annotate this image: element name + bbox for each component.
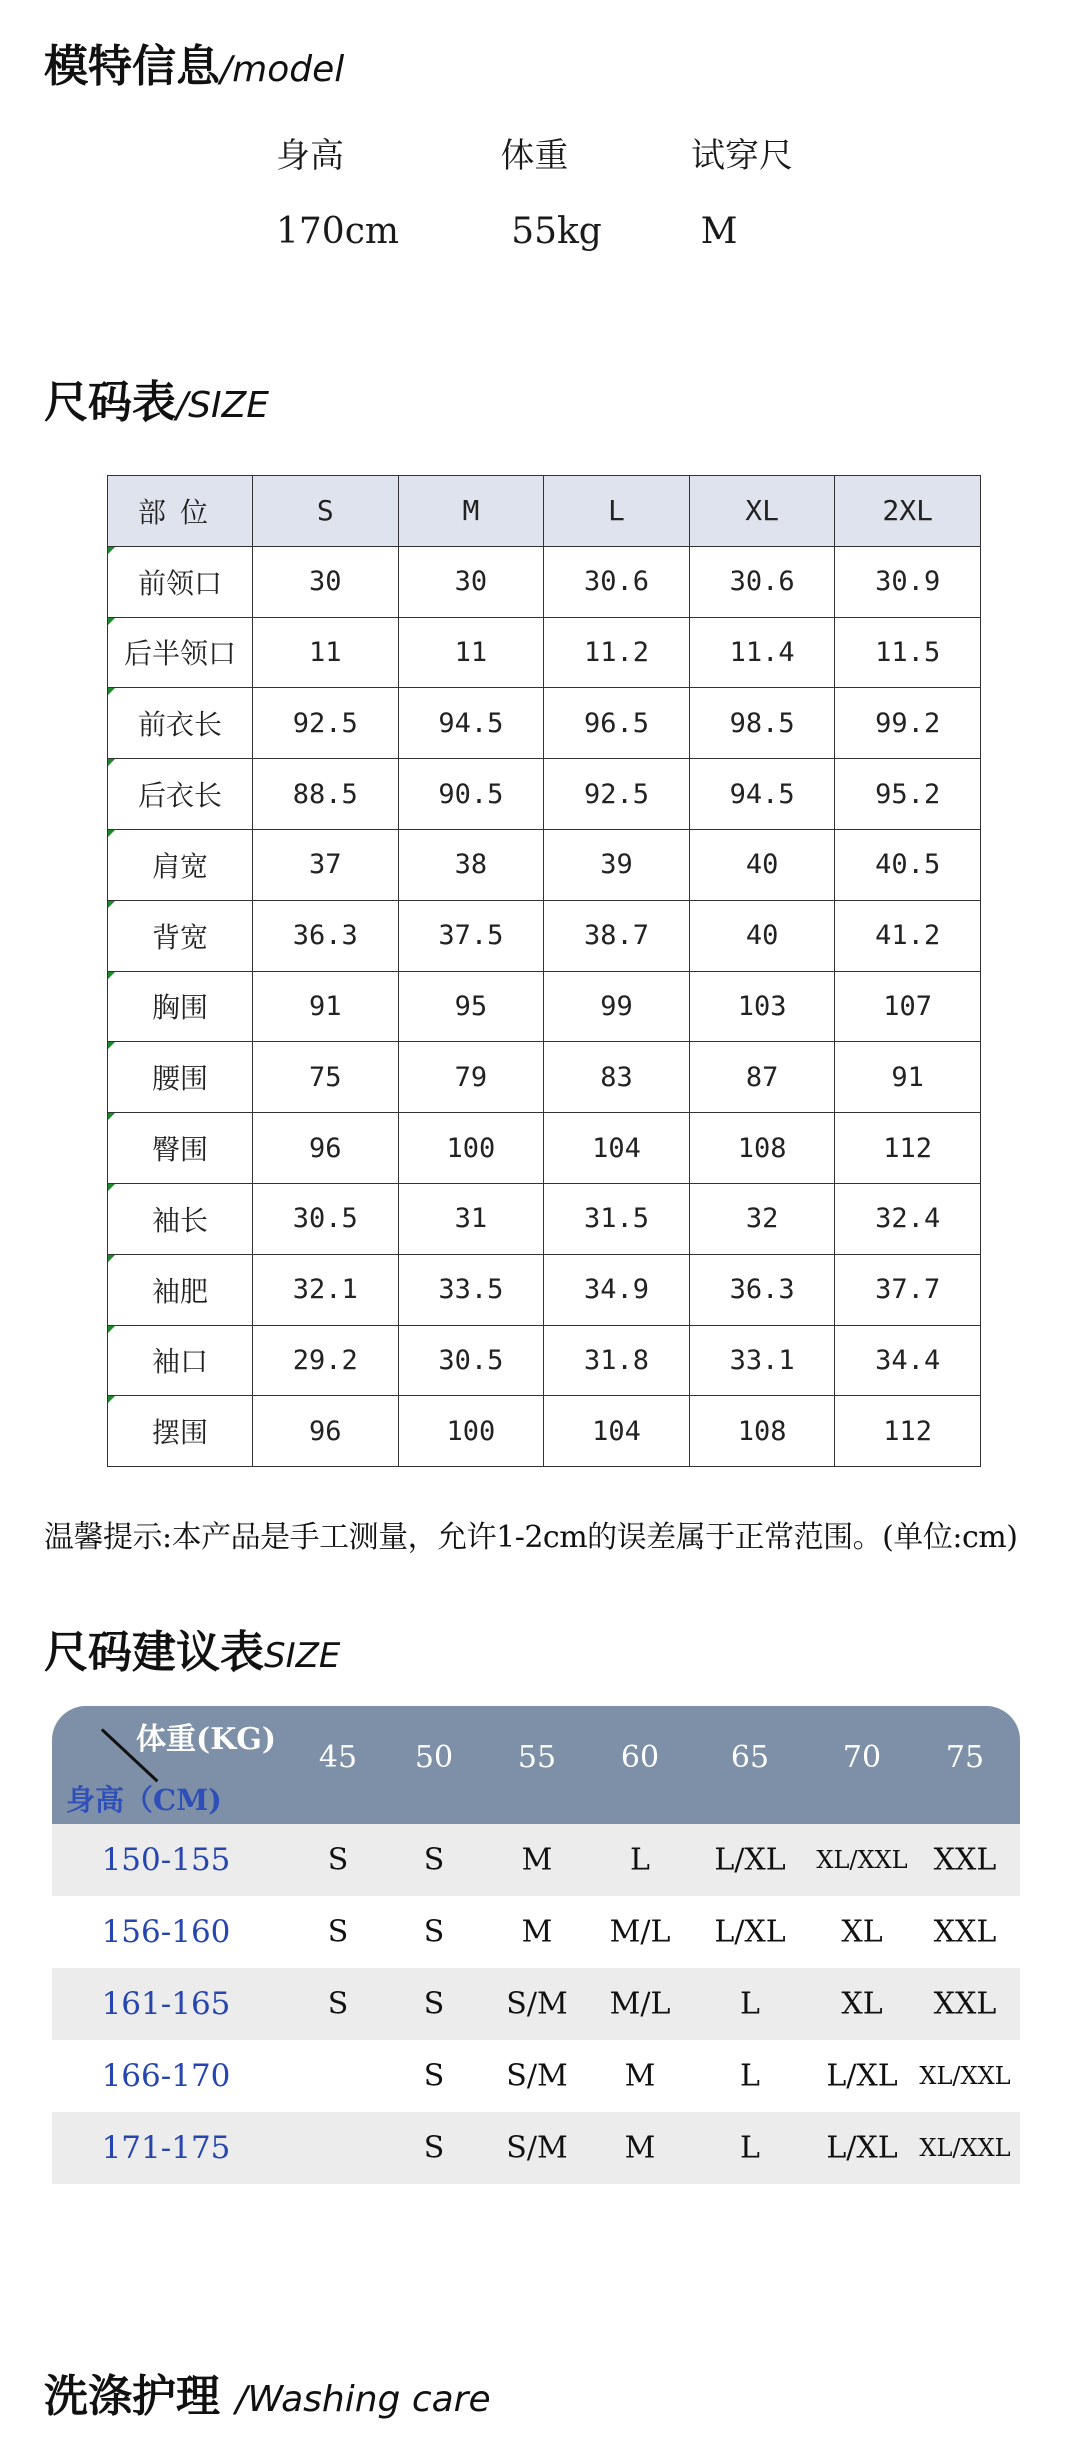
size-note: 温馨提示:本产品是手工测量，允许1-2cm的误差属于正常范围。(单位:cm) <box>44 1520 1018 1555</box>
part-name-cell: 袖肥 <box>108 1254 253 1325</box>
measurement-cell: 95.2 <box>835 759 981 830</box>
size-suggestion: XL <box>841 1914 883 1950</box>
measurement-cell: 99.2 <box>835 688 981 759</box>
measurement-cell: 32.1 <box>253 1254 399 1325</box>
washing-title-cn: 洗涤护理 <box>44 2371 220 2422</box>
height-range: 161-165 <box>101 1986 231 2022</box>
recommend-row <box>52 1824 1020 1896</box>
size-suggestion: L/XL <box>714 1914 786 1950</box>
size-suggestion: XL <box>841 1986 883 2022</box>
measurement-cell: 34.4 <box>835 1325 981 1396</box>
size-suggestion: S <box>327 1914 349 1950</box>
size-table-row <box>108 688 981 759</box>
height-range: 150-155 <box>101 1842 231 1878</box>
size-table-row <box>108 617 981 688</box>
size-suggestion: M <box>624 2058 656 2094</box>
header-cell: M <box>398 476 544 547</box>
part-name-cell: 腰围 <box>108 1042 253 1113</box>
washing-section-title <box>44 2360 491 2424</box>
size-suggestion: XL/XXL <box>919 2134 1011 2162</box>
size-suggestion: M <box>521 1914 553 1950</box>
measurement-cell: 38.7 <box>544 900 690 971</box>
weight-col: 45 <box>318 1740 358 1775</box>
model-value-row <box>270 211 830 252</box>
measurement-cell: 91 <box>253 971 399 1042</box>
measurement-cell: 30 <box>398 546 544 617</box>
size-table-row <box>108 759 981 830</box>
measurement-cell: 37 <box>253 829 399 900</box>
measurement-cell: 112 <box>835 1113 981 1184</box>
measurement-cell: 36.3 <box>253 900 399 971</box>
size-suggestion: S <box>423 2058 445 2094</box>
measurement-cell: 33.5 <box>398 1254 544 1325</box>
measurement-cell: 11.4 <box>689 617 835 688</box>
measurement-cell: 79 <box>398 1042 544 1113</box>
measurement-cell: 112 <box>835 1396 981 1467</box>
model-header-weight: 体重 <box>500 136 569 176</box>
measurement-cell: 33.1 <box>689 1325 835 1396</box>
recommend-section-title <box>44 1616 340 1680</box>
measurement-cell: 32 <box>689 1183 835 1254</box>
model-info <box>270 128 830 252</box>
measurement-cell: 40 <box>689 829 835 900</box>
measurement-cell: 96 <box>253 1113 399 1184</box>
size-suggestion: L/XL <box>826 2058 898 2094</box>
size-suggestion: M/L <box>609 1986 671 2022</box>
washing-title-en: /Washing care <box>235 2379 491 2420</box>
model-section-title <box>44 30 344 94</box>
part-name-cell: 前衣长 <box>108 688 253 759</box>
size-suggestion: S/M <box>506 2058 568 2094</box>
size-table <box>107 475 981 1467</box>
measurement-cell: 94.5 <box>398 688 544 759</box>
measurement-cell: 107 <box>835 971 981 1042</box>
size-suggestion: S <box>327 1986 349 2022</box>
part-name-cell: 肩宽 <box>108 829 253 900</box>
size-suggestion: S/M <box>506 2130 568 2166</box>
header-cell: XL <box>689 476 835 547</box>
size-suggestion: S/M <box>506 1986 568 2022</box>
size-suggestion: L <box>740 2130 760 2166</box>
part-name-cell: 袖长 <box>108 1183 253 1254</box>
measurement-cell: 104 <box>544 1113 690 1184</box>
model-value-weight: 55kg <box>511 211 602 252</box>
header-cell: L <box>544 476 690 547</box>
measurement-cell: 29.2 <box>253 1325 399 1396</box>
height-range: 156-160 <box>101 1914 231 1950</box>
size-suggestion: M <box>624 2130 656 2166</box>
part-name-cell: 臀围 <box>108 1113 253 1184</box>
size-suggestion: L/XL <box>826 2130 898 2166</box>
size-suggestion: M/L <box>609 1914 671 1950</box>
measurement-cell: 100 <box>398 1113 544 1184</box>
size-table-row <box>108 1325 981 1396</box>
measurement-cell: 30.5 <box>398 1325 544 1396</box>
measurement-cell: 31 <box>398 1183 544 1254</box>
size-table-header <box>108 476 981 547</box>
measurement-cell: 11 <box>253 617 399 688</box>
measurement-cell: 83 <box>544 1042 690 1113</box>
header-cell: 部位 <box>108 476 253 547</box>
size-title-cn: 尺码表 <box>44 377 176 428</box>
measurement-cell: 31.8 <box>544 1325 690 1396</box>
weight-col: 60 <box>620 1740 660 1775</box>
height-range: 171-175 <box>101 2130 231 2166</box>
size-suggestion: L/XL <box>714 1842 786 1878</box>
weight-col: 50 <box>414 1740 454 1775</box>
measurement-cell: 90.5 <box>398 759 544 830</box>
measurement-cell: 92.5 <box>544 759 690 830</box>
size-table-row <box>108 1183 981 1254</box>
recommend-row <box>52 2112 1020 2184</box>
weight-col: 75 <box>945 1740 985 1775</box>
part-name-cell: 袖口 <box>108 1325 253 1396</box>
recommend-row <box>52 2040 1020 2112</box>
measurement-cell: 37.7 <box>835 1254 981 1325</box>
measurement-cell: 11.2 <box>544 617 690 688</box>
model-header-row <box>270 128 830 177</box>
measurement-cell: 39 <box>544 829 690 900</box>
measurement-cell: 40 <box>689 900 835 971</box>
size-table-row <box>108 900 981 971</box>
measurement-cell: 95 <box>398 971 544 1042</box>
size-table-row <box>108 971 981 1042</box>
measurement-cell: 30.9 <box>835 546 981 617</box>
size-suggestion: XL/XXL <box>919 2062 1011 2090</box>
measurement-cell: 36.3 <box>689 1254 835 1325</box>
measurement-cell: 31.5 <box>544 1183 690 1254</box>
size-table-row <box>108 1254 981 1325</box>
measurement-cell: 38 <box>398 829 544 900</box>
size-table-row <box>108 546 981 617</box>
size-suggestion: M <box>521 1842 553 1878</box>
size-suggestion: XXL <box>933 1842 997 1878</box>
measurement-cell: 75 <box>253 1042 399 1113</box>
header-cell: 2XL <box>835 476 981 547</box>
size-suggestion: L <box>740 1986 760 2022</box>
recommend-body <box>52 1824 1020 2184</box>
measurement-cell: 30.6 <box>544 546 690 617</box>
size-table-row <box>108 1042 981 1113</box>
recommend-title-cn: 尺码建议表 <box>44 1627 264 1678</box>
measurement-cell: 88.5 <box>253 759 399 830</box>
recommend-header <box>52 1706 1020 1824</box>
size-suggestion: S <box>327 1842 349 1878</box>
model-value-height: 170cm <box>276 211 400 252</box>
measurement-cell: 30 <box>253 546 399 617</box>
measurement-cell: 30.5 <box>253 1183 399 1254</box>
size-table-row <box>108 1113 981 1184</box>
size-suggestion: L <box>740 2058 760 2094</box>
measurement-cell: 32.4 <box>835 1183 981 1254</box>
size-suggestion: L <box>630 1842 650 1878</box>
size-suggestion: S <box>423 2130 445 2166</box>
measurement-cell: 40.5 <box>835 829 981 900</box>
measurement-cell: 91 <box>835 1042 981 1113</box>
size-suggestion: XXL <box>933 1914 997 1950</box>
part-name-cell: 前领口 <box>108 546 253 617</box>
size-table-row <box>108 829 981 900</box>
part-name-cell: 摆围 <box>108 1396 253 1467</box>
measurement-cell: 11 <box>398 617 544 688</box>
measurement-cell: 108 <box>689 1113 835 1184</box>
measurement-cell: 92.5 <box>253 688 399 759</box>
size-suggestion: XXL <box>933 1986 997 2022</box>
measurement-cell: 100 <box>398 1396 544 1467</box>
header-cell: S <box>253 476 399 547</box>
recommend-row <box>52 1968 1020 2040</box>
measurement-cell: 11.5 <box>835 617 981 688</box>
size-suggestion: S <box>423 1914 445 1950</box>
size-table-row <box>108 1396 981 1467</box>
model-title-en: /model <box>220 49 345 90</box>
model-header-height: 身高 <box>276 136 344 176</box>
height-range: 166-170 <box>101 2058 231 2094</box>
size-suggestion: S <box>423 1986 445 2022</box>
model-value-size: M <box>700 211 738 252</box>
measurement-cell: 37.5 <box>398 900 544 971</box>
measurement-cell: 30.6 <box>689 546 835 617</box>
measurement-cell: 108 <box>689 1396 835 1467</box>
size-suggestion: XL/XXL <box>816 1846 908 1874</box>
weight-col: 55 <box>517 1740 557 1775</box>
part-name-cell: 胸围 <box>108 971 253 1042</box>
measurement-cell: 96 <box>253 1396 399 1467</box>
size-suggestion: S <box>423 1842 445 1878</box>
weight-col: 65 <box>730 1740 770 1775</box>
measurement-cell: 34.9 <box>544 1254 690 1325</box>
weight-col: 70 <box>842 1740 882 1775</box>
measurement-cell: 96.5 <box>544 688 690 759</box>
part-name-cell: 背宽 <box>108 900 253 971</box>
measurement-cell: 41.2 <box>835 900 981 971</box>
part-name-cell: 后衣长 <box>108 759 253 830</box>
model-header-size: 试穿尺 <box>691 136 793 176</box>
size-title-en: /SIZE <box>176 385 270 426</box>
measurement-cell: 104 <box>544 1396 690 1467</box>
height-label: 身高（CM) <box>66 1783 222 1817</box>
measurement-cell: 103 <box>689 971 835 1042</box>
part-name-cell: 后半领口 <box>108 617 253 688</box>
recommend-row <box>52 1896 1020 1968</box>
recommend-title-en: SIZE <box>264 1636 341 1676</box>
measurement-cell: 94.5 <box>689 759 835 830</box>
measurement-cell: 99 <box>544 971 690 1042</box>
recommend-table <box>52 1706 1020 2184</box>
model-title-cn: 模特信息 <box>44 41 220 92</box>
measurement-cell: 87 <box>689 1042 835 1113</box>
size-section-title <box>44 366 269 430</box>
measurement-cell: 98.5 <box>689 688 835 759</box>
weight-label: 体重(KG) <box>136 1722 277 1757</box>
